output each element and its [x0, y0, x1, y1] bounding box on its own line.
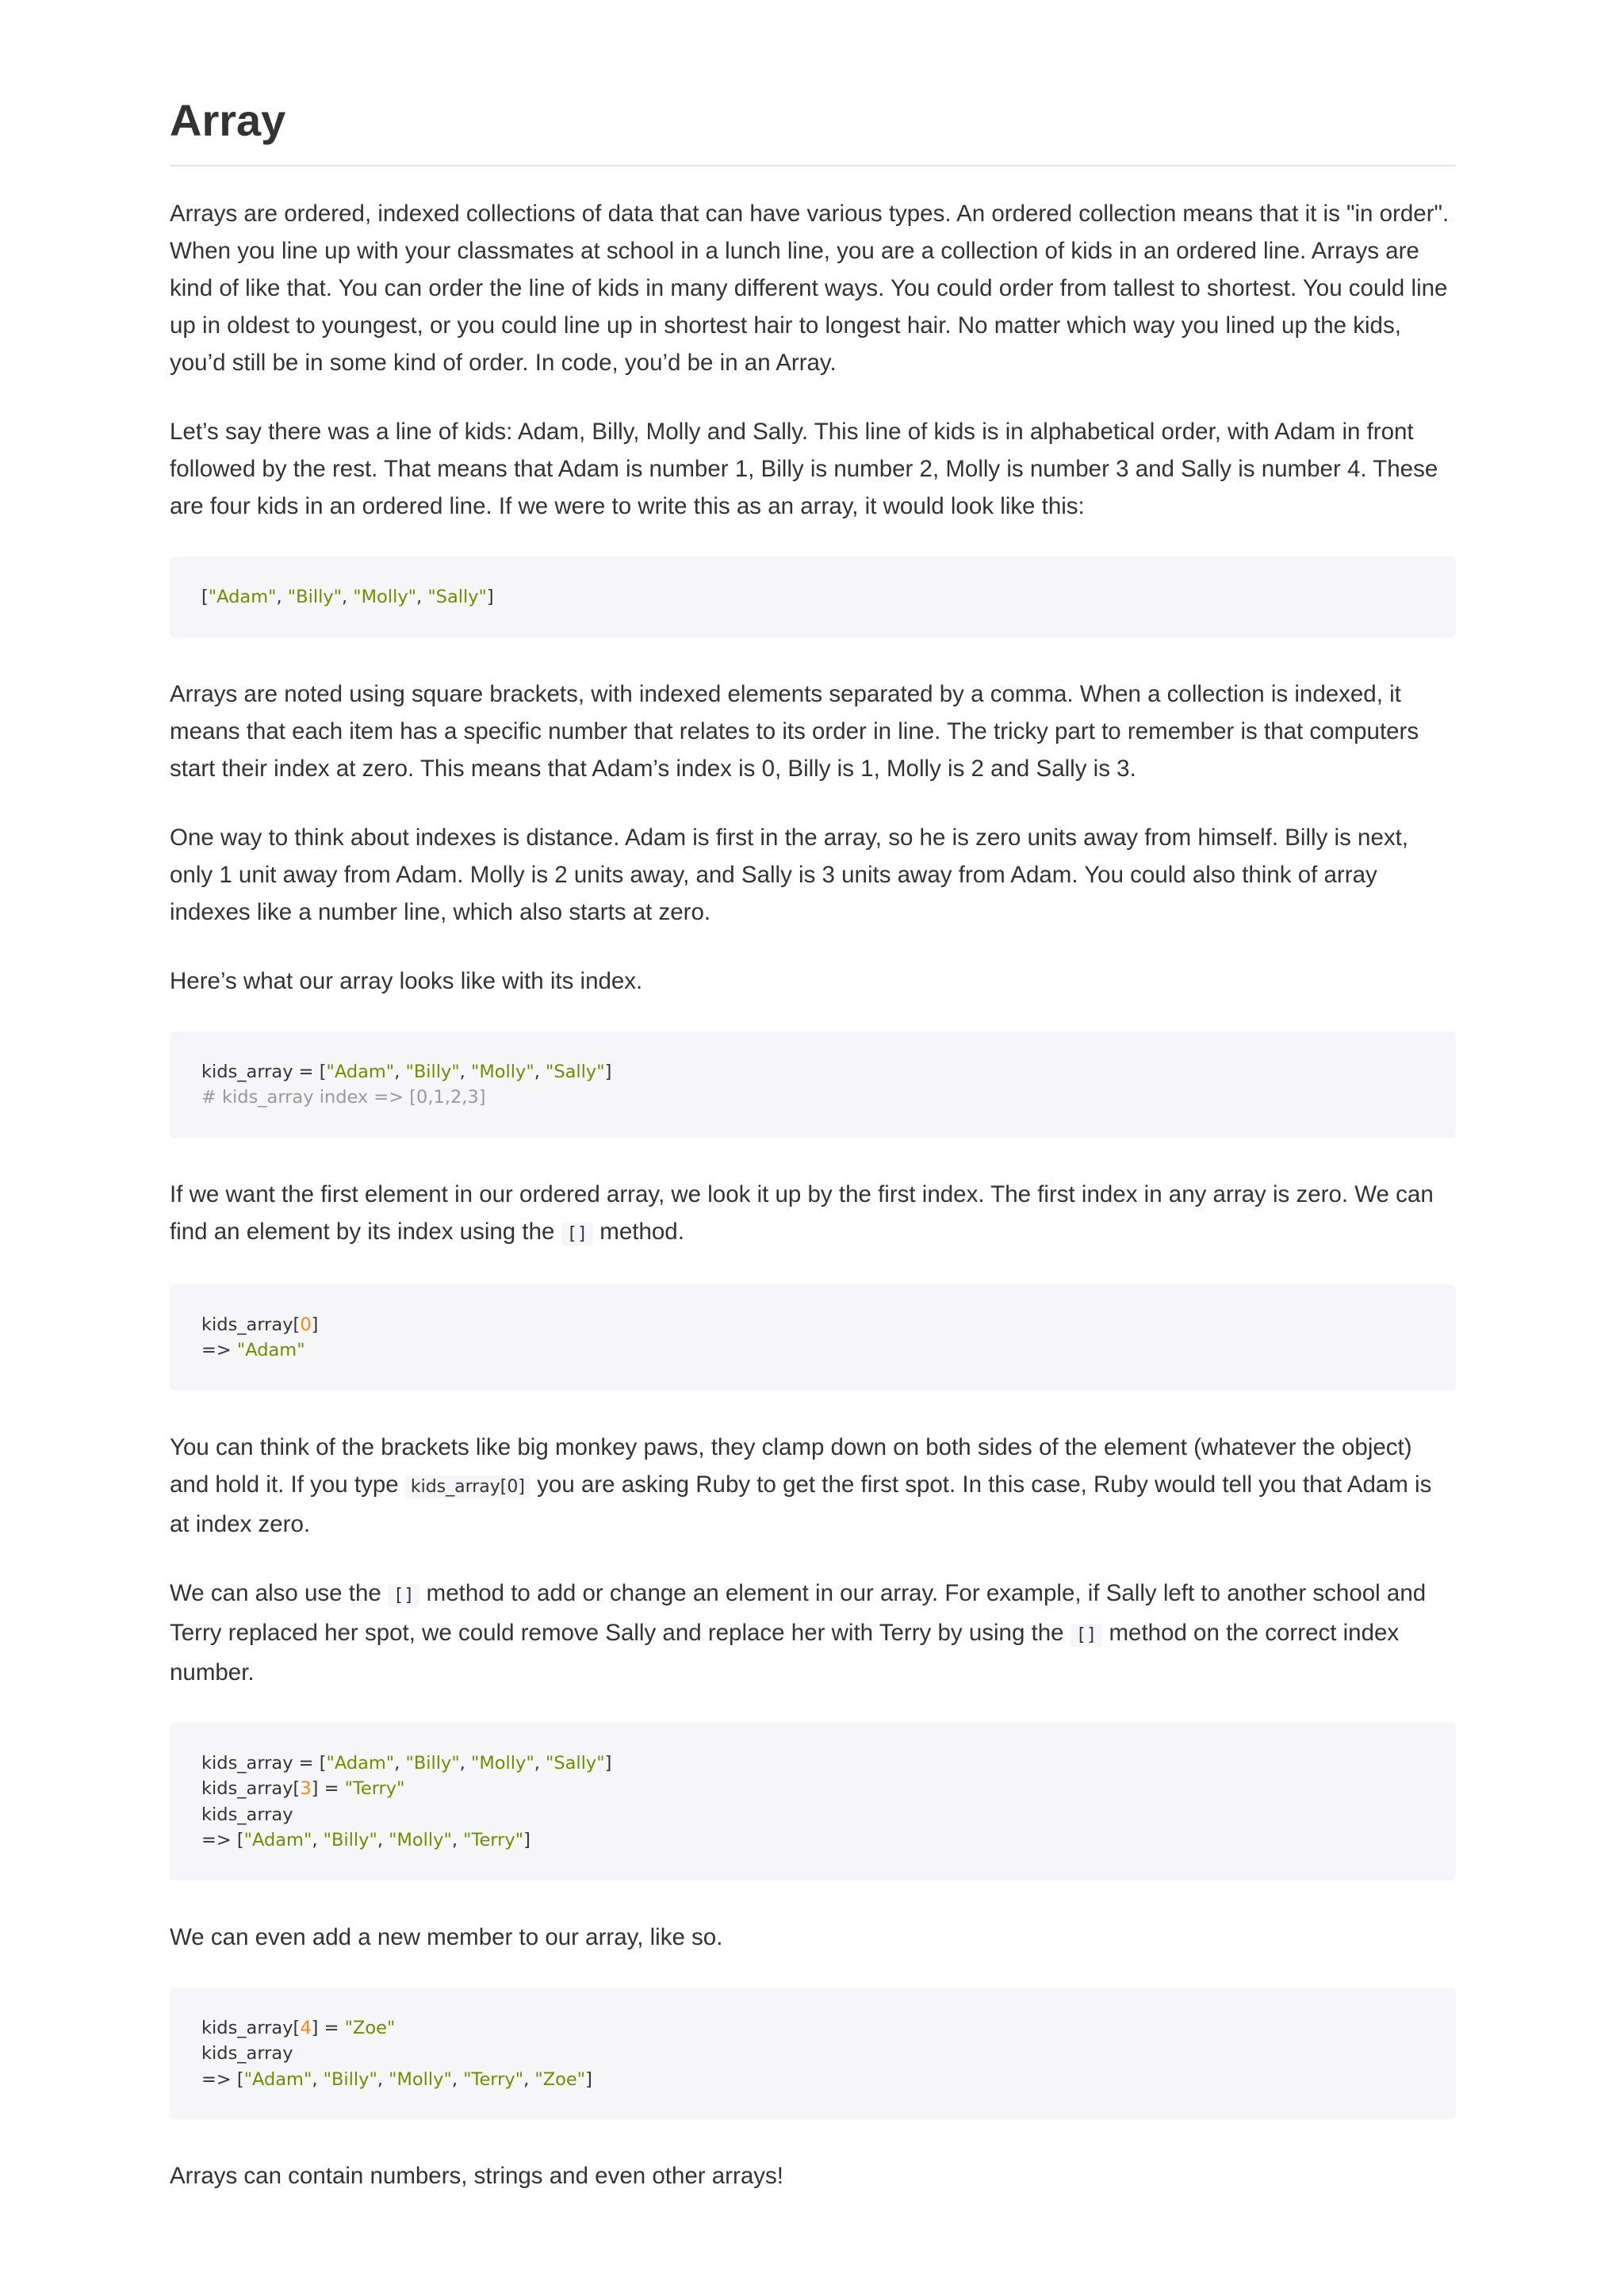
code-text-token: ,	[276, 587, 288, 607]
code-text-token: ,	[377, 2068, 389, 2090]
paragraph-text: method to add or change an element in our array. For example, if Sally left to another school and Terry replaced her spot, we could remove Sally and replace her with Terry by using the	[170, 1579, 1427, 1646]
code-text-token: kids_array[	[201, 1778, 301, 1799]
code-block-replace-sally	[170, 1723, 1456, 1881]
code-string-token: "Molly"	[389, 2068, 452, 2090]
code-string-token: "Billy"	[405, 1061, 460, 1082]
inline-code-brackets: []	[1071, 1624, 1103, 1647]
code-block-add-zoe	[170, 1988, 1456, 2120]
code-line	[201, 584, 1424, 610]
paragraph-change-element	[170, 1575, 1456, 1691]
paragraph-text: You can think of the brackets like big monkey paws, they clamp down on both sides of the element (whatever the object) and hold it. If you type	[170, 1433, 1412, 1498]
code-string-token: "Molly"	[353, 587, 416, 607]
inline-code-kids-array-zero: kids_array[0]	[405, 1475, 530, 1498]
code-string-token: "Adam"	[208, 587, 277, 607]
code-string-token: "Terry"	[463, 2068, 524, 2090]
code-string-token: "Adam"	[243, 1830, 312, 1850]
inline-code-brackets: []	[561, 1223, 594, 1246]
document-page	[170, 87, 1456, 2195]
code-line	[201, 1059, 1424, 1085]
code-string-token: "Molly"	[470, 1752, 534, 1774]
code-string-token: "Sally"	[546, 1752, 605, 1774]
code-string-token: "Terry"	[463, 1830, 524, 1850]
code-text-token: ,	[523, 2068, 535, 2090]
code-text-token: kids_array	[201, 2043, 293, 2064]
code-line	[201, 1085, 1424, 1111]
code-text-token: [	[201, 587, 209, 607]
paragraph-contents: Arrays can contain numbers, strings and even other arrays!	[170, 2163, 783, 2189]
code-text-token: ,	[534, 1061, 546, 1082]
code-text-token: ,	[312, 1830, 324, 1850]
code-line	[201, 2067, 1424, 2093]
paragraph-line-of-kids: Let’s say there was a line of kids: Adam, Billy, Molly and Sally. This line of kids is in alphabetical order, with Adam in front followed by the rest. That means that Adam is number 1, Billy is number 2, Molly is number 3 and Sally is number 4. These are four kids in an ordered line. If we were to write this as an array, it would look like this:	[170, 419, 1438, 519]
code-text-token: ] =	[311, 1778, 345, 1799]
code-text-token: ,	[459, 1061, 471, 1082]
code-text-token: ]	[486, 587, 494, 607]
code-number-token: 3	[300, 1778, 312, 1799]
code-string-token: "Adam"	[326, 1752, 395, 1774]
code-text-token: ] =	[311, 2017, 345, 2038]
code-string-token: "Sally"	[427, 587, 487, 607]
code-string-token: "Sally"	[546, 1061, 605, 1082]
code-line	[201, 1827, 1424, 1854]
code-string-token: "Billy"	[323, 1830, 377, 1850]
code-text-token: ,	[394, 1061, 406, 1082]
code-string-token: "Adam"	[326, 1061, 395, 1082]
code-string-token: "Zoe"	[344, 2017, 396, 2038]
page-title: Array	[170, 87, 1456, 166]
code-line	[201, 2041, 1424, 2067]
paragraph-monkey-paws	[170, 1429, 1456, 1543]
code-text-token: ]	[585, 2068, 592, 2090]
code-string-token: "Terry"	[344, 1778, 405, 1799]
code-text-token: ,	[451, 2068, 464, 2090]
paragraph-text: If we want the first element in our ordered array, we look it up by the first index. The first index in any array is zero. We can find an element by its index using the	[170, 1181, 1434, 1245]
code-string-token: "Billy"	[405, 1752, 460, 1774]
code-line	[201, 1751, 1424, 1777]
code-block-kids-array-index	[170, 1031, 1456, 1138]
code-text-token: ,	[534, 1752, 546, 1774]
paragraph-array-with-index: Here’s what our array looks like with its index.	[170, 967, 643, 994]
code-text-token: ]	[311, 1314, 319, 1335]
paragraph-indexes-distance: One way to think about indexes is distance. Adam is first in the array, so he is zero units away from himself. Billy is next, only 1 unit away from Adam. Molly is 2 units away, and Sally is 3 units away from Adam. You could also think of array indexes like a number line, which also starts at zero.	[170, 824, 1408, 925]
code-text-token: kids_array = [	[201, 1752, 327, 1774]
code-text-token: ,	[394, 1752, 406, 1774]
code-text-token: kids_array	[201, 1804, 293, 1825]
code-string-token: "Molly"	[470, 1061, 534, 1082]
code-string-token: "Zoe"	[534, 2068, 586, 2090]
code-line	[201, 1776, 1424, 1802]
code-text-token: kids_array[	[201, 1314, 301, 1335]
code-text-token: kids_array[	[201, 2017, 301, 2038]
code-string-token: "Billy"	[323, 2068, 377, 2090]
code-string-token: "Adam"	[243, 2068, 312, 2090]
paragraph-text: you are asking Ruby to get the first spot. In this case, Ruby would tell you that Adam is at index zero.	[170, 1471, 1432, 1537]
code-text-token: kids_array = [	[201, 1061, 327, 1082]
code-text-token: ,	[451, 1830, 464, 1850]
code-text-token: ,	[459, 1752, 471, 1774]
paragraph-square-brackets: Arrays are noted using square brackets, with indexed elements separated by a comma. When a collection is indexed, it means that each item has a specific number that relates to its order in line. The tricky part to remember is that computers start their index at zero. This means that Adam’s index is 0, Billy is 1, Molly is 2 and Sally is 3.	[170, 680, 1419, 782]
code-text-token: ]	[604, 1061, 612, 1082]
code-block-lookup	[170, 1284, 1456, 1391]
code-text-token: ,	[312, 2068, 324, 2090]
code-text-token: ,	[377, 1830, 389, 1850]
paragraph-text: We can also use the	[170, 1579, 388, 1606]
code-number-token: 0	[300, 1314, 312, 1335]
code-block-array-literal	[170, 557, 1456, 637]
paragraph-text: method on the correct index number.	[170, 1619, 1400, 1686]
paragraph-add-member: We can even add a new member to our array, like so.	[170, 1923, 723, 1950]
code-text-token: => [	[201, 2068, 244, 2090]
paragraph-intro: Arrays are ordered, indexed collections of data that can have various types. An ordered collection means that it is "in order". When you line up with your classmates at school in a lunch line, you are a collection of kids in an ordered line. Arrays are kind of like that. You can order the line of kids in many different ways. You could order from tallest to shortest. You could line up in oldest to youngest, or you could line up in shortest hair to longest hair. No matter which way you lined up the kids, you’d still be in some kind of order. In code, you’d be in an Array.	[170, 201, 1450, 376]
code-line	[201, 1337, 1424, 1364]
code-text-token: ,	[416, 587, 428, 607]
code-text-token: => [	[201, 1830, 244, 1850]
code-line	[201, 1312, 1424, 1338]
code-string-token: "Molly"	[389, 1830, 452, 1850]
code-text-token: =>	[201, 1340, 237, 1360]
code-text-token: ]	[604, 1752, 612, 1774]
paragraph-first-element	[170, 1176, 1456, 1253]
code-text-token: ,	[341, 587, 354, 607]
code-text-token: ]	[523, 1830, 530, 1850]
code-comment-token: # kids_array index => [0,1,2,3]	[201, 1087, 486, 1108]
inline-code-brackets: []	[388, 1584, 420, 1607]
code-line	[201, 2015, 1424, 2042]
code-number-token: 4	[300, 2017, 312, 2038]
code-string-token: "Billy"	[287, 587, 342, 607]
code-line	[201, 1802, 1424, 1828]
paragraph-text: method.	[593, 1218, 684, 1245]
code-string-token: "Adam"	[236, 1340, 305, 1360]
